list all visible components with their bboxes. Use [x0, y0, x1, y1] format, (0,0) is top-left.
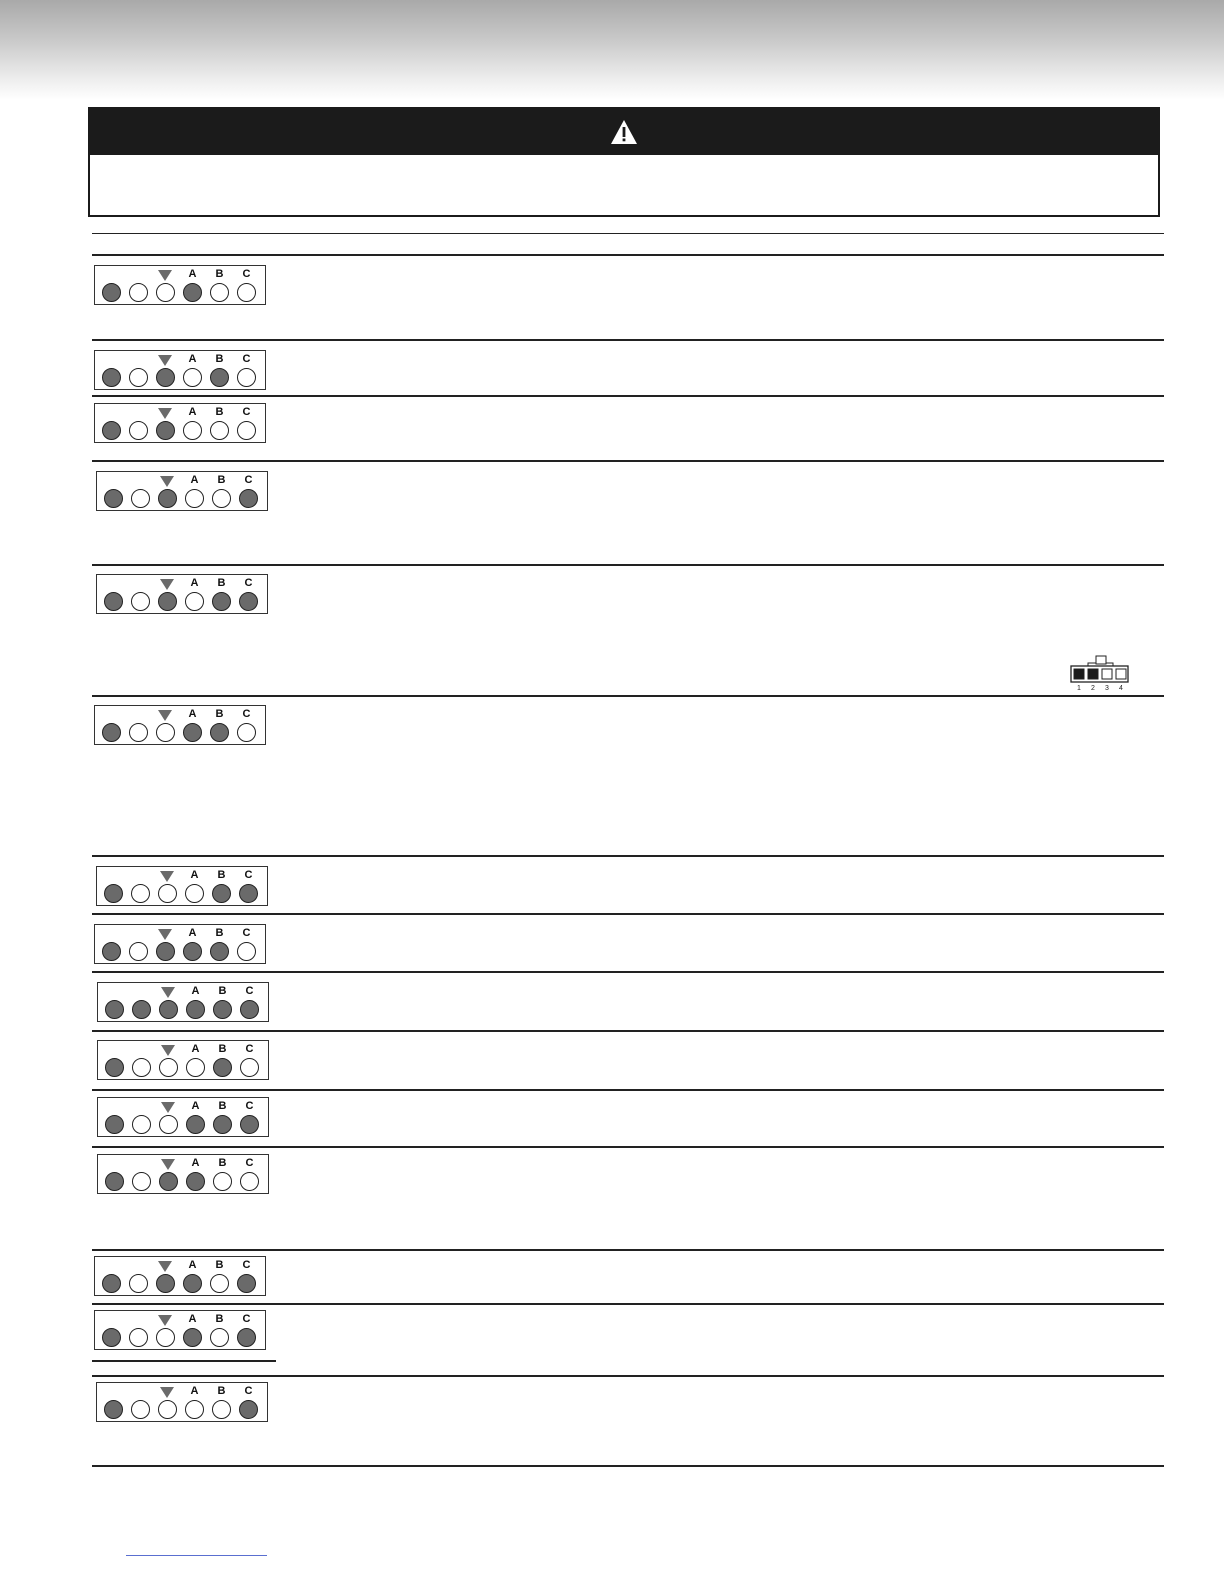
connector-pin-empty — [1116, 669, 1126, 679]
led-off-indicator — [131, 489, 150, 508]
connector-pin-label: 3 — [1105, 685, 1109, 691]
led-on-indicator — [183, 942, 202, 961]
led-on-indicator — [156, 942, 175, 961]
sub-rule — [92, 1360, 276, 1362]
led-on-indicator — [104, 592, 123, 611]
led-status-panel — [94, 350, 266, 390]
led-status-panel — [94, 265, 266, 305]
led-off-indicator — [210, 283, 229, 302]
led-off-indicator — [156, 723, 175, 742]
triangle-down-icon — [161, 987, 175, 998]
row-divider — [92, 1089, 1164, 1091]
led-column-label: B — [215, 708, 224, 720]
led-on-indicator — [102, 421, 121, 440]
triangle-down-icon — [158, 355, 172, 366]
led-column-label: A — [190, 577, 199, 589]
led-off-indicator — [185, 884, 204, 903]
led-off-indicator — [240, 1058, 259, 1077]
led-off-indicator — [237, 368, 256, 387]
led-column-label: A — [191, 1157, 200, 1169]
warning-header-bar — [90, 109, 1158, 155]
connector-pin-label: 1 — [1077, 685, 1081, 691]
connector-pin-filled — [1074, 669, 1084, 679]
led-off-indicator — [237, 421, 256, 440]
led-off-indicator — [129, 1274, 148, 1293]
led-off-indicator — [131, 884, 150, 903]
row-divider — [92, 695, 1164, 697]
led-status-panel — [94, 403, 266, 443]
led-off-indicator — [131, 592, 150, 611]
row-divider — [92, 1249, 1164, 1251]
led-on-indicator — [105, 1000, 124, 1019]
led-off-indicator — [185, 489, 204, 508]
row-divider — [92, 460, 1164, 462]
led-column-label: B — [218, 985, 227, 997]
led-column-label: C — [242, 1313, 251, 1325]
triangle-down-icon — [158, 270, 172, 281]
led-on-indicator — [104, 884, 123, 903]
triangle-down-icon — [158, 929, 172, 940]
led-on-indicator — [240, 1115, 259, 1134]
led-off-indicator — [159, 1115, 178, 1134]
led-column-label: B — [215, 406, 224, 418]
led-on-indicator — [186, 1172, 205, 1191]
led-off-indicator — [129, 942, 148, 961]
led-off-indicator — [156, 283, 175, 302]
led-status-panel — [97, 1040, 269, 1080]
led-status-panel — [97, 1154, 269, 1194]
led-on-indicator — [158, 489, 177, 508]
led-status-panel — [96, 574, 268, 614]
led-on-indicator — [210, 368, 229, 387]
led-column-label: B — [217, 1385, 226, 1397]
led-status-panel — [96, 866, 268, 906]
row-divider — [92, 1146, 1164, 1148]
led-on-indicator — [239, 592, 258, 611]
triangle-down-icon — [160, 476, 174, 487]
triangle-down-icon — [161, 1159, 175, 1170]
led-column-label: A — [188, 1259, 197, 1271]
row-divider — [92, 1303, 1164, 1305]
led-column-label: B — [215, 1259, 224, 1271]
led-off-indicator — [210, 1328, 229, 1347]
led-on-indicator — [237, 1274, 256, 1293]
led-on-indicator — [186, 1000, 205, 1019]
led-on-indicator — [102, 942, 121, 961]
led-column-label: C — [244, 1385, 253, 1397]
led-on-indicator — [159, 1172, 178, 1191]
led-off-indicator — [212, 1400, 231, 1419]
led-column-label: C — [244, 869, 253, 881]
led-on-indicator — [239, 1400, 258, 1419]
led-column-label: A — [190, 1385, 199, 1397]
led-on-indicator — [237, 1328, 256, 1347]
led-on-indicator — [102, 283, 121, 302]
led-on-indicator — [239, 884, 258, 903]
led-column-label: B — [217, 869, 226, 881]
led-column-label: C — [245, 1100, 254, 1112]
warning-callout — [88, 107, 1160, 217]
led-off-indicator — [129, 723, 148, 742]
led-column-label: C — [242, 406, 251, 418]
led-on-indicator — [159, 1000, 178, 1019]
led-on-indicator — [156, 421, 175, 440]
led-off-indicator — [158, 1400, 177, 1419]
led-off-indicator — [129, 368, 148, 387]
led-on-indicator — [239, 489, 258, 508]
led-column-label: A — [188, 708, 197, 720]
table-top-rule — [92, 233, 1164, 234]
connector-pin-label: 2 — [1091, 685, 1095, 691]
led-on-indicator — [213, 1000, 232, 1019]
led-status-panel — [94, 705, 266, 745]
led-column-label: C — [245, 1157, 254, 1169]
led-column-label: B — [215, 927, 224, 939]
led-off-indicator — [186, 1058, 205, 1077]
led-off-indicator — [129, 1328, 148, 1347]
led-column-label: C — [244, 577, 253, 589]
led-on-indicator — [210, 723, 229, 742]
led-on-indicator — [156, 1274, 175, 1293]
led-column-label: A — [188, 353, 197, 365]
row-divider — [92, 339, 1164, 341]
led-off-indicator — [159, 1058, 178, 1077]
led-column-label: B — [217, 577, 226, 589]
led-column-label: B — [217, 474, 226, 486]
led-column-label: A — [191, 985, 200, 997]
led-off-indicator — [240, 1172, 259, 1191]
led-column-label: A — [188, 927, 197, 939]
triangle-down-icon — [161, 1102, 175, 1113]
led-status-panel — [97, 982, 269, 1022]
connector-pin-label: 4 — [1119, 685, 1123, 691]
led-on-indicator — [102, 1274, 121, 1293]
header-gradient-band — [0, 0, 1224, 100]
led-column-label: B — [218, 1157, 227, 1169]
footer-link-underline[interactable] — [126, 1555, 267, 1556]
led-column-label: B — [215, 1313, 224, 1325]
led-column-label: C — [242, 927, 251, 939]
led-status-panel — [97, 1097, 269, 1137]
led-column-label: B — [218, 1100, 227, 1112]
led-off-indicator — [213, 1172, 232, 1191]
led-on-indicator — [186, 1115, 205, 1134]
led-off-indicator — [129, 283, 148, 302]
led-column-label: C — [242, 708, 251, 720]
led-off-indicator — [237, 283, 256, 302]
row-divider — [92, 1030, 1164, 1032]
led-on-indicator — [104, 1400, 123, 1419]
led-column-label: C — [242, 353, 251, 365]
led-off-indicator — [132, 1172, 151, 1191]
led-off-indicator — [210, 1274, 229, 1293]
triangle-down-icon — [161, 1045, 175, 1056]
led-on-indicator — [183, 283, 202, 302]
led-column-label: A — [191, 1043, 200, 1055]
led-status-panel — [96, 471, 268, 511]
led-on-indicator — [183, 1274, 202, 1293]
led-column-label: A — [191, 1100, 200, 1112]
led-status-panel — [94, 924, 266, 964]
led-on-indicator — [240, 1000, 259, 1019]
led-on-indicator — [104, 489, 123, 508]
warning-triangle-icon — [610, 119, 638, 145]
led-column-label: A — [190, 474, 199, 486]
led-on-indicator — [210, 942, 229, 961]
triangle-down-icon — [158, 1261, 172, 1272]
led-on-indicator — [132, 1000, 151, 1019]
led-on-indicator — [156, 368, 175, 387]
row-divider — [92, 1375, 1164, 1377]
led-on-indicator — [213, 1058, 232, 1077]
triangle-down-icon — [158, 710, 172, 721]
led-off-indicator — [156, 1328, 175, 1347]
led-column-label: C — [242, 1259, 251, 1271]
led-status-panel — [96, 1382, 268, 1422]
row-divider — [92, 913, 1164, 915]
led-status-panel — [94, 1310, 266, 1350]
led-column-label: C — [245, 1043, 254, 1055]
led-on-indicator — [212, 884, 231, 903]
connector-pin-filled — [1088, 669, 1098, 679]
led-column-label: C — [245, 985, 254, 997]
led-off-indicator — [183, 368, 202, 387]
led-off-indicator — [131, 1400, 150, 1419]
led-on-indicator — [102, 723, 121, 742]
led-on-indicator — [212, 592, 231, 611]
triangle-down-icon — [158, 408, 172, 419]
led-on-indicator — [183, 723, 202, 742]
led-off-indicator — [212, 489, 231, 508]
led-on-indicator — [105, 1115, 124, 1134]
led-column-label: B — [218, 1043, 227, 1055]
led-column-label: A — [188, 268, 197, 280]
led-on-indicator — [102, 368, 121, 387]
led-on-indicator — [105, 1172, 124, 1191]
triangle-down-icon — [160, 579, 174, 590]
triangle-down-icon — [158, 1315, 172, 1326]
led-off-indicator — [132, 1058, 151, 1077]
led-column-label: C — [244, 474, 253, 486]
row-divider — [92, 564, 1164, 566]
led-column-label: B — [215, 353, 224, 365]
row-divider — [92, 1465, 1164, 1467]
led-off-indicator — [129, 421, 148, 440]
led-on-indicator — [213, 1115, 232, 1134]
led-off-indicator — [132, 1115, 151, 1134]
row-divider — [92, 855, 1164, 857]
led-off-indicator — [185, 1400, 204, 1419]
led-off-indicator — [237, 942, 256, 961]
led-off-indicator — [158, 884, 177, 903]
led-on-indicator — [183, 1328, 202, 1347]
led-on-indicator — [158, 592, 177, 611]
led-on-indicator — [105, 1058, 124, 1077]
triangle-down-icon — [160, 871, 174, 882]
led-column-label: B — [215, 268, 224, 280]
row-divider — [92, 971, 1164, 973]
row-divider — [92, 395, 1164, 397]
led-off-indicator — [210, 421, 229, 440]
connector-pin-empty — [1102, 669, 1112, 679]
triangle-down-icon — [160, 1387, 174, 1398]
led-column-label: A — [188, 1313, 197, 1325]
led-off-indicator — [237, 723, 256, 742]
connector-pin-diagram-icon — [1070, 655, 1130, 691]
led-column-label: A — [190, 869, 199, 881]
led-column-label: C — [242, 268, 251, 280]
led-on-indicator — [102, 1328, 121, 1347]
led-column-label: A — [188, 406, 197, 418]
led-status-panel — [94, 1256, 266, 1296]
led-off-indicator — [183, 421, 202, 440]
led-off-indicator — [185, 592, 204, 611]
header-divider — [92, 254, 1164, 256]
